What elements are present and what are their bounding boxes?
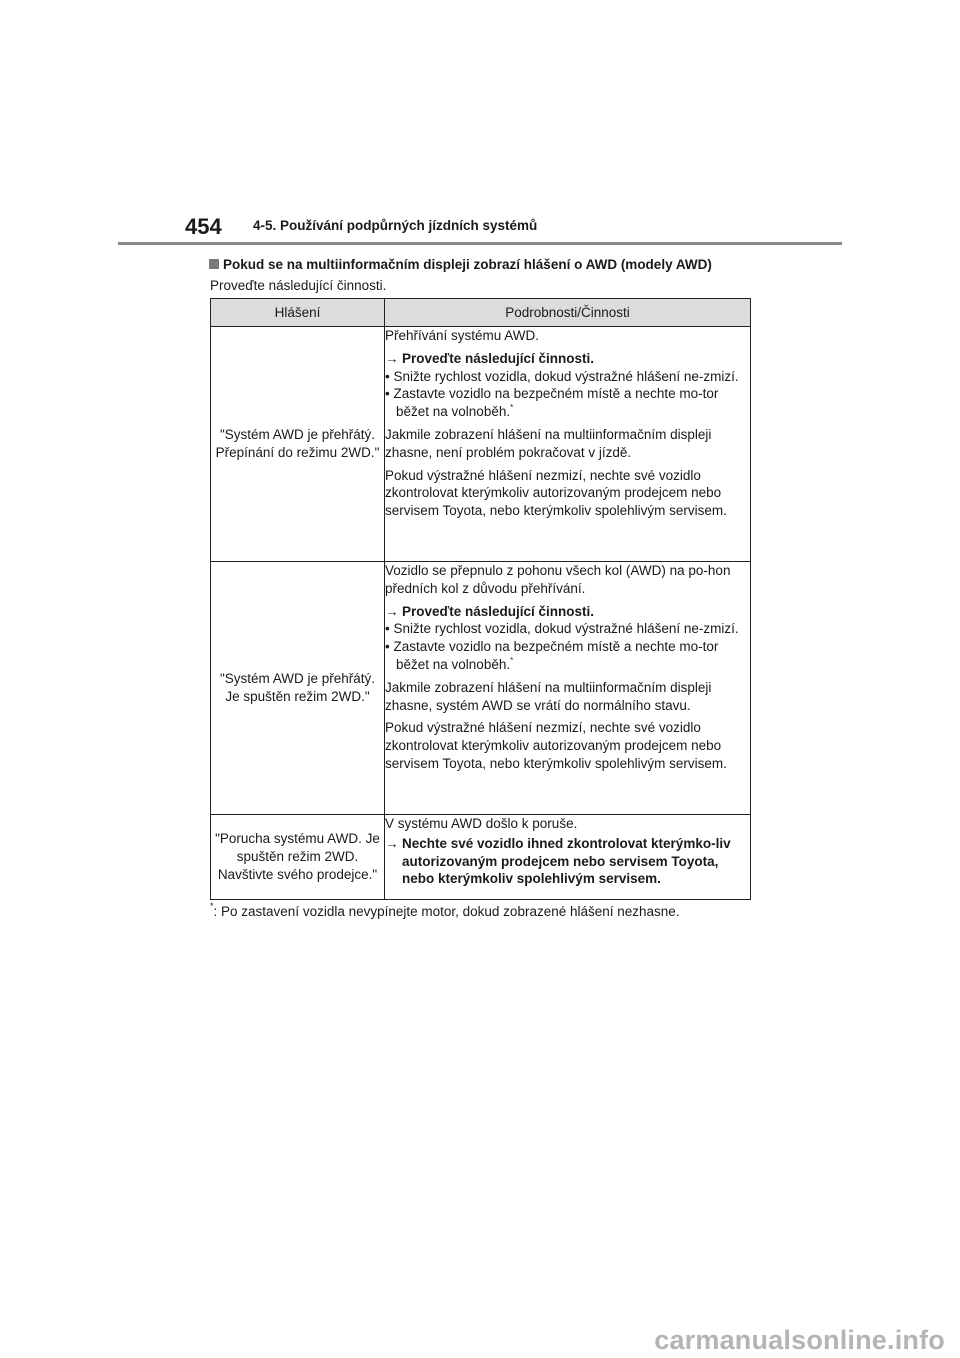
detail-paragraph: Jakmile zobrazení hlášení na multiinformačním displeji zhasne, systém AWD se vrátí do normálního stavu. xyxy=(385,679,712,713)
bullet-text: Snižte rychlost vozidla, dokud výstražné hlášení ne-zmizí. xyxy=(393,368,739,384)
footnote xyxy=(210,901,680,919)
action-line xyxy=(385,350,750,368)
detail-line: Vozidlo se přepnulo z pohonu všech kol (AWD) na po-hon předních kol z důvodu přehřívání. xyxy=(385,563,731,596)
header-divider xyxy=(118,242,842,245)
footnote-mark: * xyxy=(210,901,214,911)
action-text: Proveďte následující činnosti. xyxy=(402,350,595,366)
bullet-icon: • xyxy=(385,368,390,384)
action-text: Proveďte následující činnosti. xyxy=(402,603,595,619)
arrow-icon: → xyxy=(385,835,399,851)
bullet-list xyxy=(385,620,750,673)
detail-line: Přehřívání systému AWD. xyxy=(385,328,540,343)
section-heading-text: Pokud se na multiinformačním displeji zobrazí hlášení o AWD (modely AWD) xyxy=(223,257,712,272)
column-header-message: Hlášení xyxy=(211,299,385,327)
arrow-icon: → xyxy=(385,603,399,619)
action-line xyxy=(385,603,750,621)
table-row xyxy=(211,562,751,815)
bullet-item xyxy=(385,385,750,421)
message-table xyxy=(210,298,751,900)
table-row xyxy=(211,327,751,562)
bullet-text: Zastavte vozidlo na bezpečném místě a nechte mo-tor běžet na volnoběh. xyxy=(393,386,719,420)
message-cell: "Systém AWD je přehřátý. Přepínání do režimu 2WD." xyxy=(211,327,385,562)
details-cell xyxy=(385,815,751,900)
bullet-text: Snižte rychlost vozidla, dokud výstražné hlášení ne-zmizí. xyxy=(393,621,739,637)
bullet-icon: • xyxy=(385,386,390,402)
detail-line: V systému AWD došlo k poruše. xyxy=(385,816,578,831)
footnote-ref: * xyxy=(510,655,514,665)
detail-paragraph: Pokud výstražné hlášení nezmizí, nechte své vozidlo zkontrolovat kterýmkoliv autorizovaným prodejcem nebo servisem Toyota, nebo kterýmkoliv spolehlivým servisem. xyxy=(385,720,727,771)
bullet-item xyxy=(385,368,750,386)
heading-square-icon xyxy=(209,259,219,269)
site-watermark: carmanualsonline.info xyxy=(654,1325,945,1355)
footnote-ref: * xyxy=(510,403,514,413)
details-cell xyxy=(385,562,751,815)
bullet-item xyxy=(385,620,750,638)
action-line xyxy=(385,835,750,888)
bullet-text: Zastavte vozidlo na bezpečném místě a nechte mo-tor běžet na volnoběh. xyxy=(393,639,719,672)
table-header-row xyxy=(211,299,751,327)
section-heading xyxy=(209,257,712,272)
bullet-icon: • xyxy=(385,639,390,655)
detail-paragraph: Jakmile zobrazení hlášení na multiinformačním displeji zhasne, není problém pokračovat v jízdě. xyxy=(385,426,712,460)
section-intro: Proveďte následující činnosti. xyxy=(210,278,387,293)
action-text: Nechte své vozidlo ihned zkontrolovat kterýmko-liv autorizovaným prodejcem nebo servisem Toyota, nebo kterýmkoliv spolehlivým servisem. xyxy=(402,835,731,887)
page-number: 454 xyxy=(185,214,222,239)
bullet-item xyxy=(385,638,750,674)
message-cell: "Systém AWD je přehřátý. Je spuštěn režim 2WD." xyxy=(211,562,385,815)
bullet-icon: • xyxy=(385,621,390,637)
footnote-text: : Po zastavení vozidla nevypínejte motor, dokud zobrazené hlášení nezhasne. xyxy=(213,904,680,919)
detail-paragraph: Pokud výstražné hlášení nezmizí, nechte své vozidlo zkontrolovat kterýmkoliv autorizovaným prodejcem nebo servisem Toyota, nebo kterýmkoliv spolehlivým servisem. xyxy=(385,467,727,519)
table-row xyxy=(211,815,751,900)
details-cell xyxy=(385,327,751,562)
column-header-details: Podrobnosti/Činnosti xyxy=(385,299,751,327)
bullet-list xyxy=(385,368,750,421)
message-cell: "Porucha systému AWD. Je spuštěn režim 2WD. Navštivte svého prodejce." xyxy=(211,815,385,900)
chapter-title: 4-5. Používání podpůrných jízdních systémů xyxy=(253,218,538,233)
arrow-icon: → xyxy=(385,350,399,366)
